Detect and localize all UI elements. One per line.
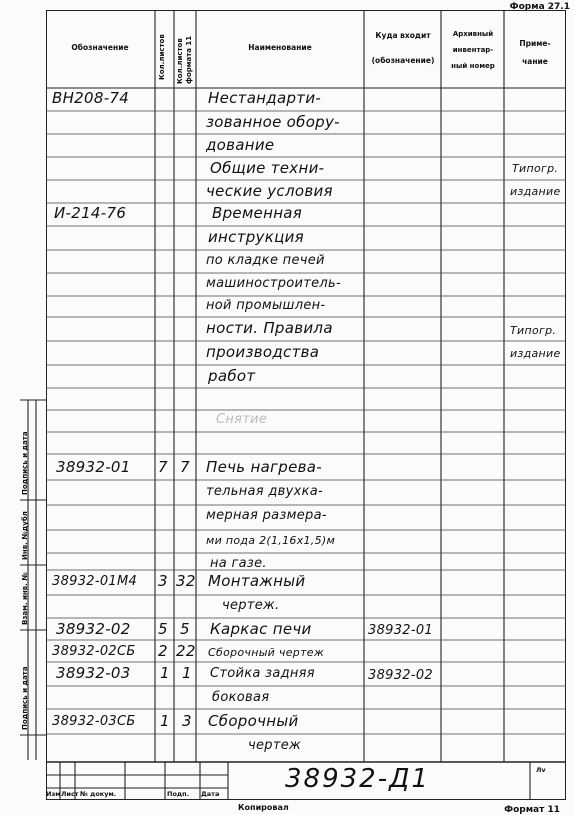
- row-name: ми пода 2(1,16х1,5)м: [206, 534, 336, 547]
- copied-label: Копировал: [238, 803, 289, 812]
- row-sheets-format: 22: [176, 642, 196, 660]
- header-archive-line1: Архивный: [452, 30, 494, 38]
- row-sheets: 2: [158, 642, 168, 660]
- side-inv-dubl: Инв. №дубл: [21, 511, 29, 560]
- row-note: Типогр.: [510, 324, 557, 337]
- header-archive-line2: инвентар-: [452, 46, 494, 54]
- row-name: Общие техни-: [210, 159, 325, 177]
- row-name: по кладке печей: [206, 253, 325, 268]
- header-designation: Обозначение: [71, 43, 129, 52]
- row-name: зованное обору-: [206, 113, 340, 131]
- row-code: И-214-76: [54, 204, 127, 222]
- row-name: ности. Правила: [206, 319, 333, 337]
- row-name: Стойка задняя: [210, 666, 315, 681]
- row-name: работ: [208, 367, 256, 385]
- row-where: 38932-02: [368, 668, 433, 683]
- row-name: Монтажный: [208, 572, 306, 590]
- side-vzam-inv: Взам. инв. №: [21, 572, 29, 625]
- header-sheets: Кол.листов: [158, 34, 166, 80]
- row-name: боковая: [212, 690, 270, 705]
- header-sheets-format: Кол.листов формата 11: [176, 35, 193, 84]
- row-name: машиностроитель-: [206, 276, 341, 291]
- row-name: Сборочный чертеж: [208, 646, 325, 659]
- row-sheets: 7: [158, 458, 168, 476]
- row-name: на газе.: [210, 556, 267, 571]
- row-name: чертеж: [248, 738, 302, 753]
- form-label-bottom: Формат 11: [504, 805, 560, 815]
- row-name: Временная: [212, 204, 303, 222]
- row-name: ной промышлен-: [206, 298, 326, 313]
- row-name: тельная двухка-: [206, 484, 324, 499]
- stamp-podp: Подп.: [167, 790, 190, 798]
- row-sheets: 1: [160, 712, 170, 730]
- row-name: дование: [206, 136, 275, 154]
- row-name: ческие условия: [206, 182, 333, 200]
- row-note: издание: [510, 185, 561, 198]
- row-code: 38932-02: [56, 620, 131, 638]
- row-code: ВН208-74: [52, 89, 130, 107]
- row-sheets-format: 5: [180, 620, 190, 638]
- row-name: инструкция: [208, 228, 304, 246]
- row-sheets-format: 32: [176, 572, 196, 590]
- row-note: Типогр.: [512, 162, 559, 175]
- stamp-sheet-label: Лv: [536, 766, 546, 774]
- row-code: 38932-01: [56, 458, 131, 476]
- header-where-line1: Куда входит: [375, 31, 431, 40]
- side-sign-date-1: Подпись и дата: [21, 431, 29, 495]
- stamp-doc-no: № докум.: [80, 790, 117, 798]
- row-sheets-format: 1: [182, 664, 192, 682]
- row-name: чертеж.: [222, 598, 280, 613]
- row-code: 38932-02СБ: [52, 644, 136, 659]
- row-name: Печь нагрева-: [206, 458, 322, 476]
- row-name: мерная размера-: [206, 508, 327, 523]
- row-sheets-format: 7: [180, 458, 190, 476]
- row-name: производства: [206, 343, 320, 361]
- header-note-line1: Приме-: [519, 39, 551, 48]
- row-sheets-format: 3: [182, 712, 192, 730]
- row-sheets: 5: [158, 620, 168, 638]
- header-note-line2: чание: [522, 57, 548, 66]
- stamp-data: Дата: [201, 790, 220, 798]
- stamp-list: Лист: [61, 790, 79, 798]
- stamp-izm: Изм: [46, 790, 61, 798]
- row-code: 38932-03СБ: [52, 714, 136, 729]
- side-sign-date-2: Подпись и дата: [21, 666, 29, 730]
- row-sheets: 3: [158, 572, 168, 590]
- header-name: Наименование: [248, 43, 312, 52]
- row-where: 38932-01: [368, 623, 433, 638]
- row-sheets: 1: [160, 664, 170, 682]
- row-name: Сборочный: [208, 712, 299, 730]
- document-code: 38932-Д1: [285, 764, 430, 794]
- row-name-faded: Снятие: [216, 412, 268, 427]
- row-code: 38932-01М4: [52, 574, 138, 589]
- row-code: 38932-03: [56, 664, 131, 682]
- header-archive-line3: ный номер: [451, 62, 495, 70]
- row-name: Нестандарти-: [208, 89, 322, 107]
- row-name: Каркас печи: [210, 620, 312, 638]
- form-label-top: Форма 27.1: [509, 2, 570, 12]
- row-note: издание: [510, 347, 561, 360]
- header-where-line2: (обозначение): [371, 56, 435, 65]
